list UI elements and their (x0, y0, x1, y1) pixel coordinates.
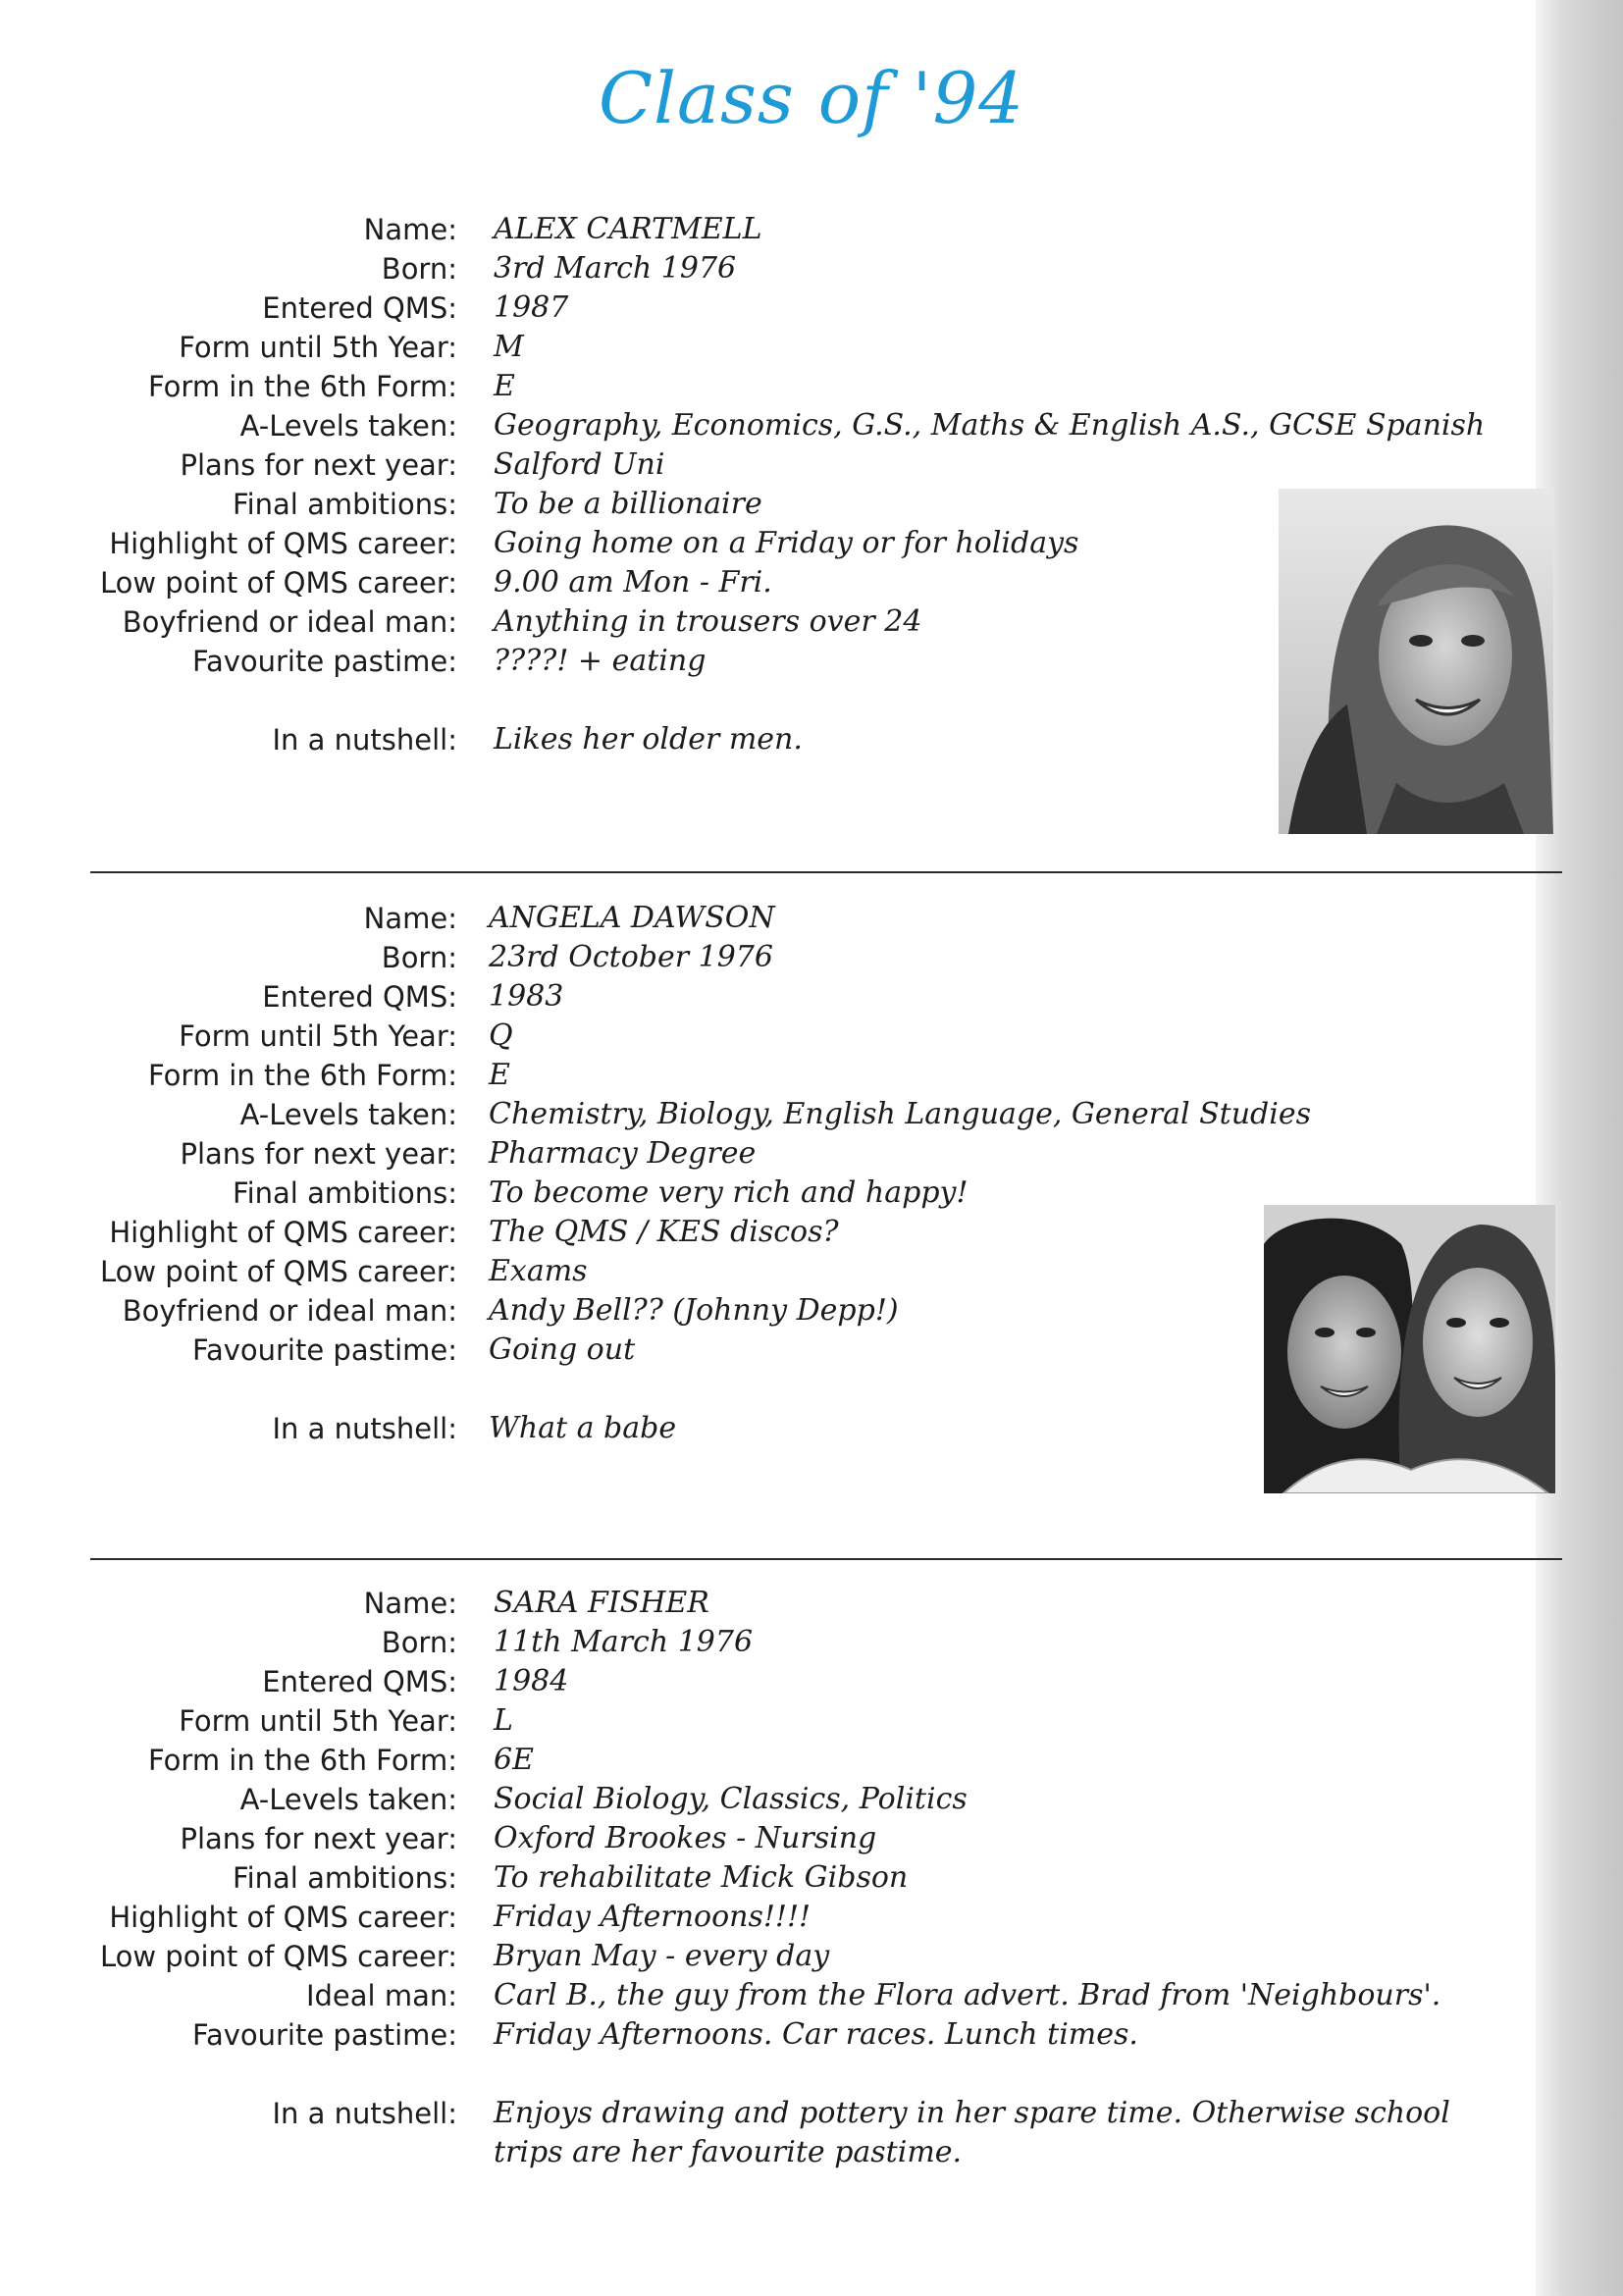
field-label: Final ambitions: (233, 1861, 457, 1895)
field-label: Ideal man: (305, 1979, 457, 2012)
field-label: Boyfriend or ideal man: (122, 605, 457, 639)
field-label: Form until 5th Year: (179, 1704, 457, 1738)
field-label: Final ambitions: (233, 1176, 457, 1210)
field-value: Anything in trousers over 24 (494, 604, 922, 639)
field-row (0, 1095, 1623, 1134)
field-label: Highlight of QMS career: (109, 1901, 457, 1934)
field-value: Social Biology, Classics, Politics (494, 1782, 968, 1816)
field-label: Favourite pastime: (191, 2018, 457, 2052)
field-value: 6E (494, 1743, 534, 1777)
field-value: The QMS / KES discos? (489, 1215, 839, 1249)
field-label: Form in the 6th Form: (148, 1744, 457, 1777)
field-row (0, 288, 1623, 328)
field-value: E (489, 1058, 510, 1092)
field-row (0, 1017, 1623, 1056)
field-row (0, 1780, 1623, 1819)
field-label: Highlight of QMS career: (109, 1216, 457, 1249)
field-value: Friday Afternoons. Car races. Lunch times. (494, 2017, 1138, 2052)
field-label: A-Levels taken: (239, 1783, 457, 1816)
nutshell-label: In a nutshell: (272, 723, 457, 757)
field-label: Plans for next year: (180, 448, 457, 482)
field-label: Form in the 6th Form: (148, 370, 457, 403)
field-label: Form until 5th Year: (179, 1019, 457, 1053)
nutshell-value: Likes her older men. (494, 722, 803, 757)
nutshell-value: Enjoys drawing and pottery in her spare time. Otherwise school trips are her favourite pastime. (494, 2096, 1450, 2169)
field-row (0, 1134, 1623, 1174)
field-label: Highlight of QMS career: (109, 527, 457, 560)
field-label: Low point of QMS career: (99, 1940, 457, 1973)
field-label: Born: (381, 941, 457, 974)
portrait-photo (1279, 489, 1553, 834)
section-divider (90, 1558, 1562, 1560)
field-row (0, 1858, 1623, 1898)
field-value: 23rd October 1976 (489, 940, 773, 974)
field-value: Going out (489, 1332, 636, 1367)
nutshell-value: What a babe (489, 1411, 677, 1445)
field-value: Q (489, 1018, 513, 1053)
field-label: Name: (363, 902, 457, 935)
field-row (0, 1937, 1623, 1976)
field-value: L (494, 1703, 513, 1738)
field-row (0, 1819, 1623, 1858)
field-row (0, 1976, 1623, 2015)
field-value: Oxford Brookes - Nursing (494, 1821, 877, 1855)
field-row (0, 406, 1623, 445)
field-row (0, 1056, 1623, 1095)
field-label: Form in the 6th Form: (148, 1059, 457, 1092)
field-value: E (494, 369, 515, 403)
field-value: ANGELA DAWSON (489, 901, 775, 935)
field-value: Exams (489, 1254, 588, 1288)
field-label: Final ambitions: (233, 488, 457, 521)
field-value: Bryan May - every day (494, 1939, 830, 1973)
field-value: 3rd March 1976 (494, 251, 737, 286)
field-label: Favourite pastime: (191, 1333, 457, 1367)
field-value: 11th March 1976 (494, 1625, 754, 1659)
field-value: To be a billionaire (494, 487, 762, 521)
field-value: To rehabilitate Mick Gibson (494, 1860, 909, 1895)
field-row (0, 1662, 1623, 1701)
field-label: Plans for next year: (180, 1137, 457, 1171)
field-label: A-Levels taken: (239, 409, 457, 443)
field-label: Boyfriend or ideal man: (122, 1294, 457, 1328)
field-label: Plans for next year: (180, 1822, 457, 1855)
field-value: 1984 (494, 1664, 569, 1698)
field-value: Carl B., the guy from the Flora advert. Brad from 'Neighbours'. (494, 1978, 1441, 2012)
field-row (0, 367, 1623, 406)
field-label: A-Levels taken: (239, 1098, 457, 1131)
field-label: Entered QMS: (262, 291, 457, 325)
field-value: M (494, 330, 524, 364)
field-row (0, 1741, 1623, 1780)
field-label: Name: (363, 1587, 457, 1620)
field-value: Friday Afternoons!!!! (494, 1900, 812, 1934)
field-value: ????! + eating (494, 644, 707, 678)
field-value: ALEX CARTMELL (494, 212, 762, 246)
field-row (0, 445, 1623, 485)
nutshell-label: In a nutshell: (272, 1412, 457, 1445)
field-row (0, 249, 1623, 288)
field-label: Entered QMS: (262, 1665, 457, 1698)
field-row (0, 2015, 1623, 2055)
field-row (0, 1623, 1623, 1662)
field-label: Name: (363, 213, 457, 246)
field-label: Favourite pastime: (191, 645, 457, 678)
page-title: Class of '94 (598, 57, 1025, 139)
field-label: Born: (381, 1626, 457, 1659)
field-value: Chemistry, Biology, English Language, General Studies (489, 1097, 1311, 1131)
field-row (0, 328, 1623, 367)
field-row (0, 899, 1623, 938)
nutshell-row (0, 2094, 1623, 2176)
field-row (0, 1701, 1623, 1741)
field-value: To become very rich and happy! (489, 1175, 969, 1210)
field-value: 9.00 am Mon - Fri. (494, 565, 772, 600)
field-label: Low point of QMS career: (99, 1255, 457, 1288)
field-value: Going home on a Friday or for holidays (494, 526, 1079, 560)
field-row (0, 1898, 1623, 1937)
field-label: Born: (381, 252, 457, 286)
field-value: SARA FISHER (494, 1586, 709, 1620)
nutshell-label: In a nutshell: (272, 2097, 457, 2130)
field-row (0, 977, 1623, 1017)
field-value: Salford Uni (494, 447, 665, 482)
field-value: 1987 (494, 290, 569, 325)
field-value: Andy Bell?? (Johnny Depp!) (489, 1293, 899, 1328)
field-row (0, 210, 1623, 249)
section-divider (90, 871, 1562, 873)
field-label: Entered QMS: (262, 980, 457, 1014)
portrait-photo (1264, 1205, 1555, 1493)
field-row (0, 938, 1623, 977)
field-value: Pharmacy Degree (489, 1136, 757, 1171)
field-value: 1983 (489, 979, 564, 1014)
field-label: Low point of QMS career: (99, 566, 457, 600)
field-label: Form until 5th Year: (179, 331, 457, 364)
field-row (0, 1584, 1623, 1623)
field-value: Geography, Economics, G.S., Maths & English A.S., GCSE Spanish (494, 408, 1486, 443)
